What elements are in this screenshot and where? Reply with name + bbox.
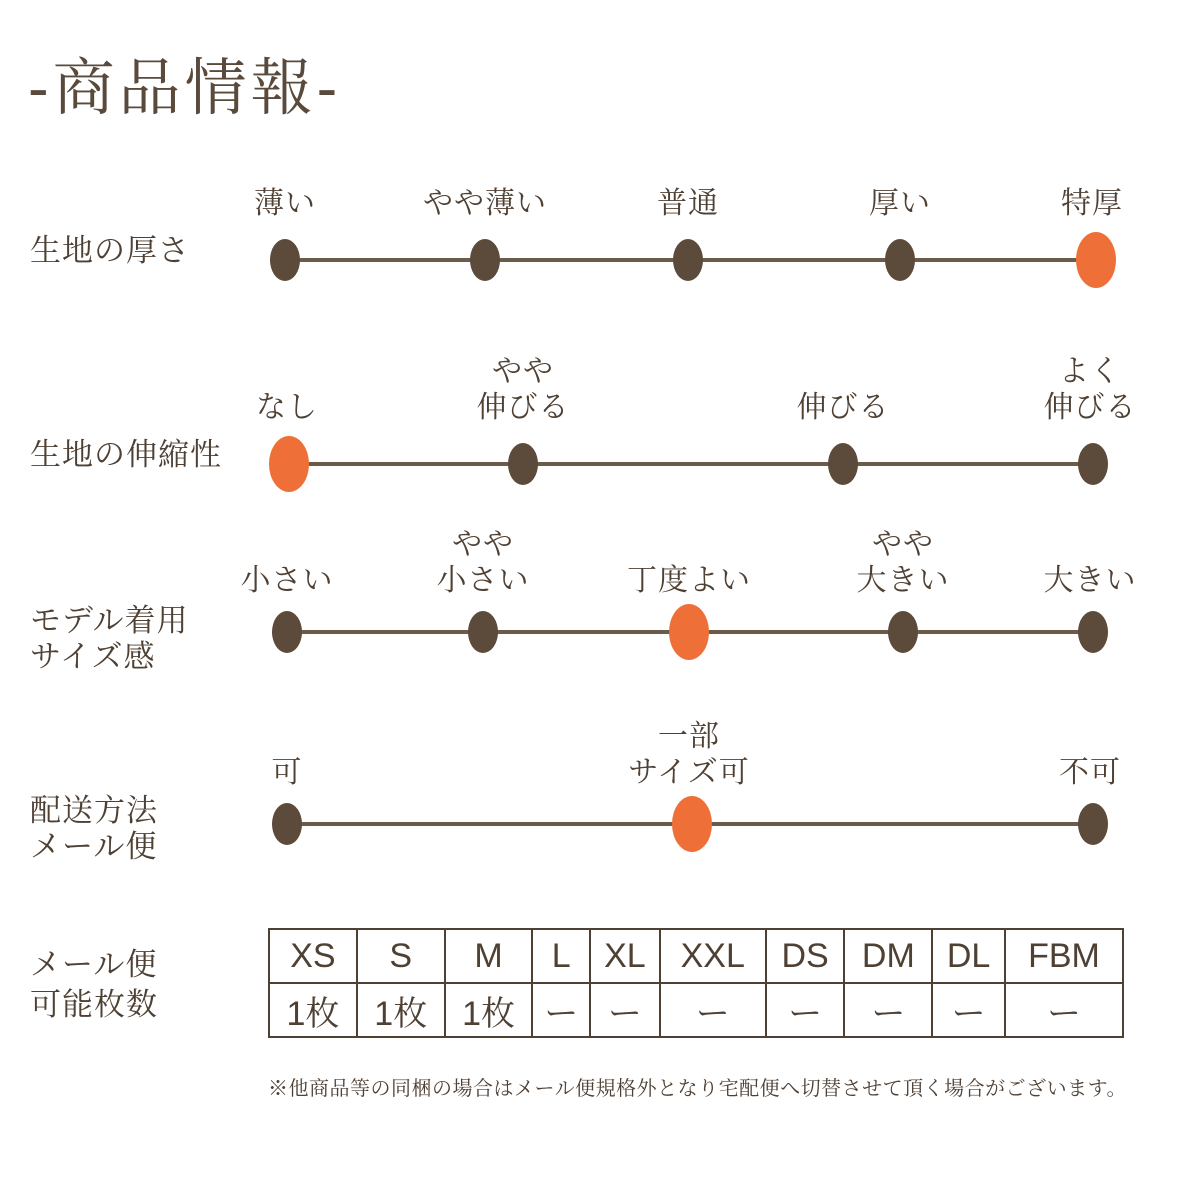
- table-row-values: [269, 983, 1123, 1037]
- tick-label-1-line2: 伸びる: [476, 391, 570, 424]
- table-value-cell: 1枚: [269, 983, 357, 1037]
- tick-label-3-line1: やや: [872, 528, 934, 561]
- table-value-cell: 1枚: [445, 983, 533, 1037]
- tick-label-3-line2: 大きい: [856, 564, 950, 597]
- tick-label-2: 普通: [657, 187, 719, 220]
- table-value-cell: ー: [932, 983, 1005, 1037]
- row-label-shipping-method: [30, 793, 245, 865]
- scale-dot-1[interactable]: [470, 239, 500, 281]
- table-value-cell: ー: [766, 983, 845, 1037]
- tick-label-3-line1: よく: [1059, 355, 1121, 388]
- table-value-cell: ー: [1005, 983, 1123, 1037]
- tick-label-0: 薄い: [254, 187, 316, 220]
- scale-dot-2-selected[interactable]: [669, 604, 709, 660]
- scale-dot-1-selected[interactable]: [672, 796, 712, 852]
- tick-label-1-line1: やや: [492, 355, 554, 388]
- scale-dot-0-selected[interactable]: [269, 436, 309, 492]
- scale-dot-1[interactable]: [508, 443, 538, 485]
- table-header-cell: S: [357, 929, 445, 983]
- table-header-cell: DM: [844, 929, 932, 983]
- table-value-cell: ー: [660, 983, 766, 1037]
- tick-label-3: 厚い: [869, 187, 931, 220]
- table-value-cell: ー: [532, 983, 590, 1037]
- table-header-cell: XL: [590, 929, 660, 983]
- tick-label-0: なし: [256, 391, 318, 424]
- tick-label-3-line2: 伸びる: [1043, 391, 1137, 424]
- table-header-cell: DL: [932, 929, 1005, 983]
- scale-dot-3[interactable]: [885, 239, 915, 281]
- scale-dot-0[interactable]: [272, 611, 302, 653]
- tick-label-0: 可: [271, 756, 303, 789]
- tick-label-1-line2: 小さい: [436, 564, 530, 597]
- row-label-line2: メール便: [30, 829, 158, 864]
- table-value-cell: ー: [844, 983, 932, 1037]
- table-header-cell: M: [445, 929, 533, 983]
- scale-dot-0[interactable]: [270, 239, 300, 281]
- table-header-cell: DS: [766, 929, 845, 983]
- table-value-cell: 1枚: [357, 983, 445, 1037]
- tick-label-1: やや薄い: [423, 187, 547, 220]
- tick-label-1-line1: 一部: [657, 720, 720, 753]
- row-label-model-size-fit: [30, 603, 245, 675]
- tick-label-1: [437, 527, 530, 599]
- row-label-line1: モデル着用: [30, 603, 189, 638]
- tick-label-3: [857, 527, 950, 599]
- tick-label-4: 大きい: [1043, 564, 1137, 597]
- footnote: ※他商品等の同梱の場合はメール便規格外となり宅配便へ切替させて頂く場合がございます。: [268, 1078, 1127, 1100]
- tick-label-1: [628, 719, 750, 791]
- table-header-cell: FBM: [1005, 929, 1123, 983]
- scale-dot-4-selected[interactable]: [1076, 232, 1116, 288]
- scale-track: [285, 462, 1100, 466]
- row-label-line2: サイズ感: [30, 639, 156, 674]
- tick-label-1-line1: やや: [452, 528, 514, 561]
- tick-label-1: [477, 354, 570, 426]
- scale-dot-1[interactable]: [468, 611, 498, 653]
- row-label-fabric-thickness: 生地の厚さ: [30, 233, 190, 268]
- row-label-line1: 配送方法: [30, 793, 158, 828]
- scale-dot-3[interactable]: [1078, 443, 1108, 485]
- scale-dot-2[interactable]: [673, 239, 703, 281]
- scale-dot-0[interactable]: [272, 803, 302, 845]
- tick-label-2: 伸びる: [796, 391, 890, 424]
- page-title: -商品情報-: [28, 54, 342, 123]
- mail-quantity-table: [268, 928, 1124, 1038]
- tick-label-0: 小さい: [240, 564, 334, 597]
- tick-label-3: [1044, 354, 1137, 426]
- scale-dot-3[interactable]: [888, 611, 918, 653]
- table-value-cell: ー: [590, 983, 660, 1037]
- scale-dot-2[interactable]: [1078, 803, 1108, 845]
- table-header-cell: XXL: [660, 929, 766, 983]
- tick-label-4: 特厚: [1061, 187, 1123, 220]
- table-header-cell: L: [532, 929, 590, 983]
- row-label-fabric-stretch: 生地の伸縮性: [30, 437, 222, 472]
- table-label-mail-quantity: [30, 945, 260, 1025]
- scale-dot-4[interactable]: [1078, 611, 1108, 653]
- table-label-line2: 可能枚数: [30, 987, 158, 1022]
- tick-label-2: 不可: [1059, 756, 1121, 789]
- table-label-line1: メール便: [30, 947, 158, 982]
- tick-label-2: 丁度よい: [627, 564, 751, 597]
- table-header-cell: XS: [269, 929, 357, 983]
- scale-dot-2[interactable]: [828, 443, 858, 485]
- table-row-headers: [269, 929, 1123, 983]
- tick-label-1-line2: サイズ可: [628, 756, 750, 789]
